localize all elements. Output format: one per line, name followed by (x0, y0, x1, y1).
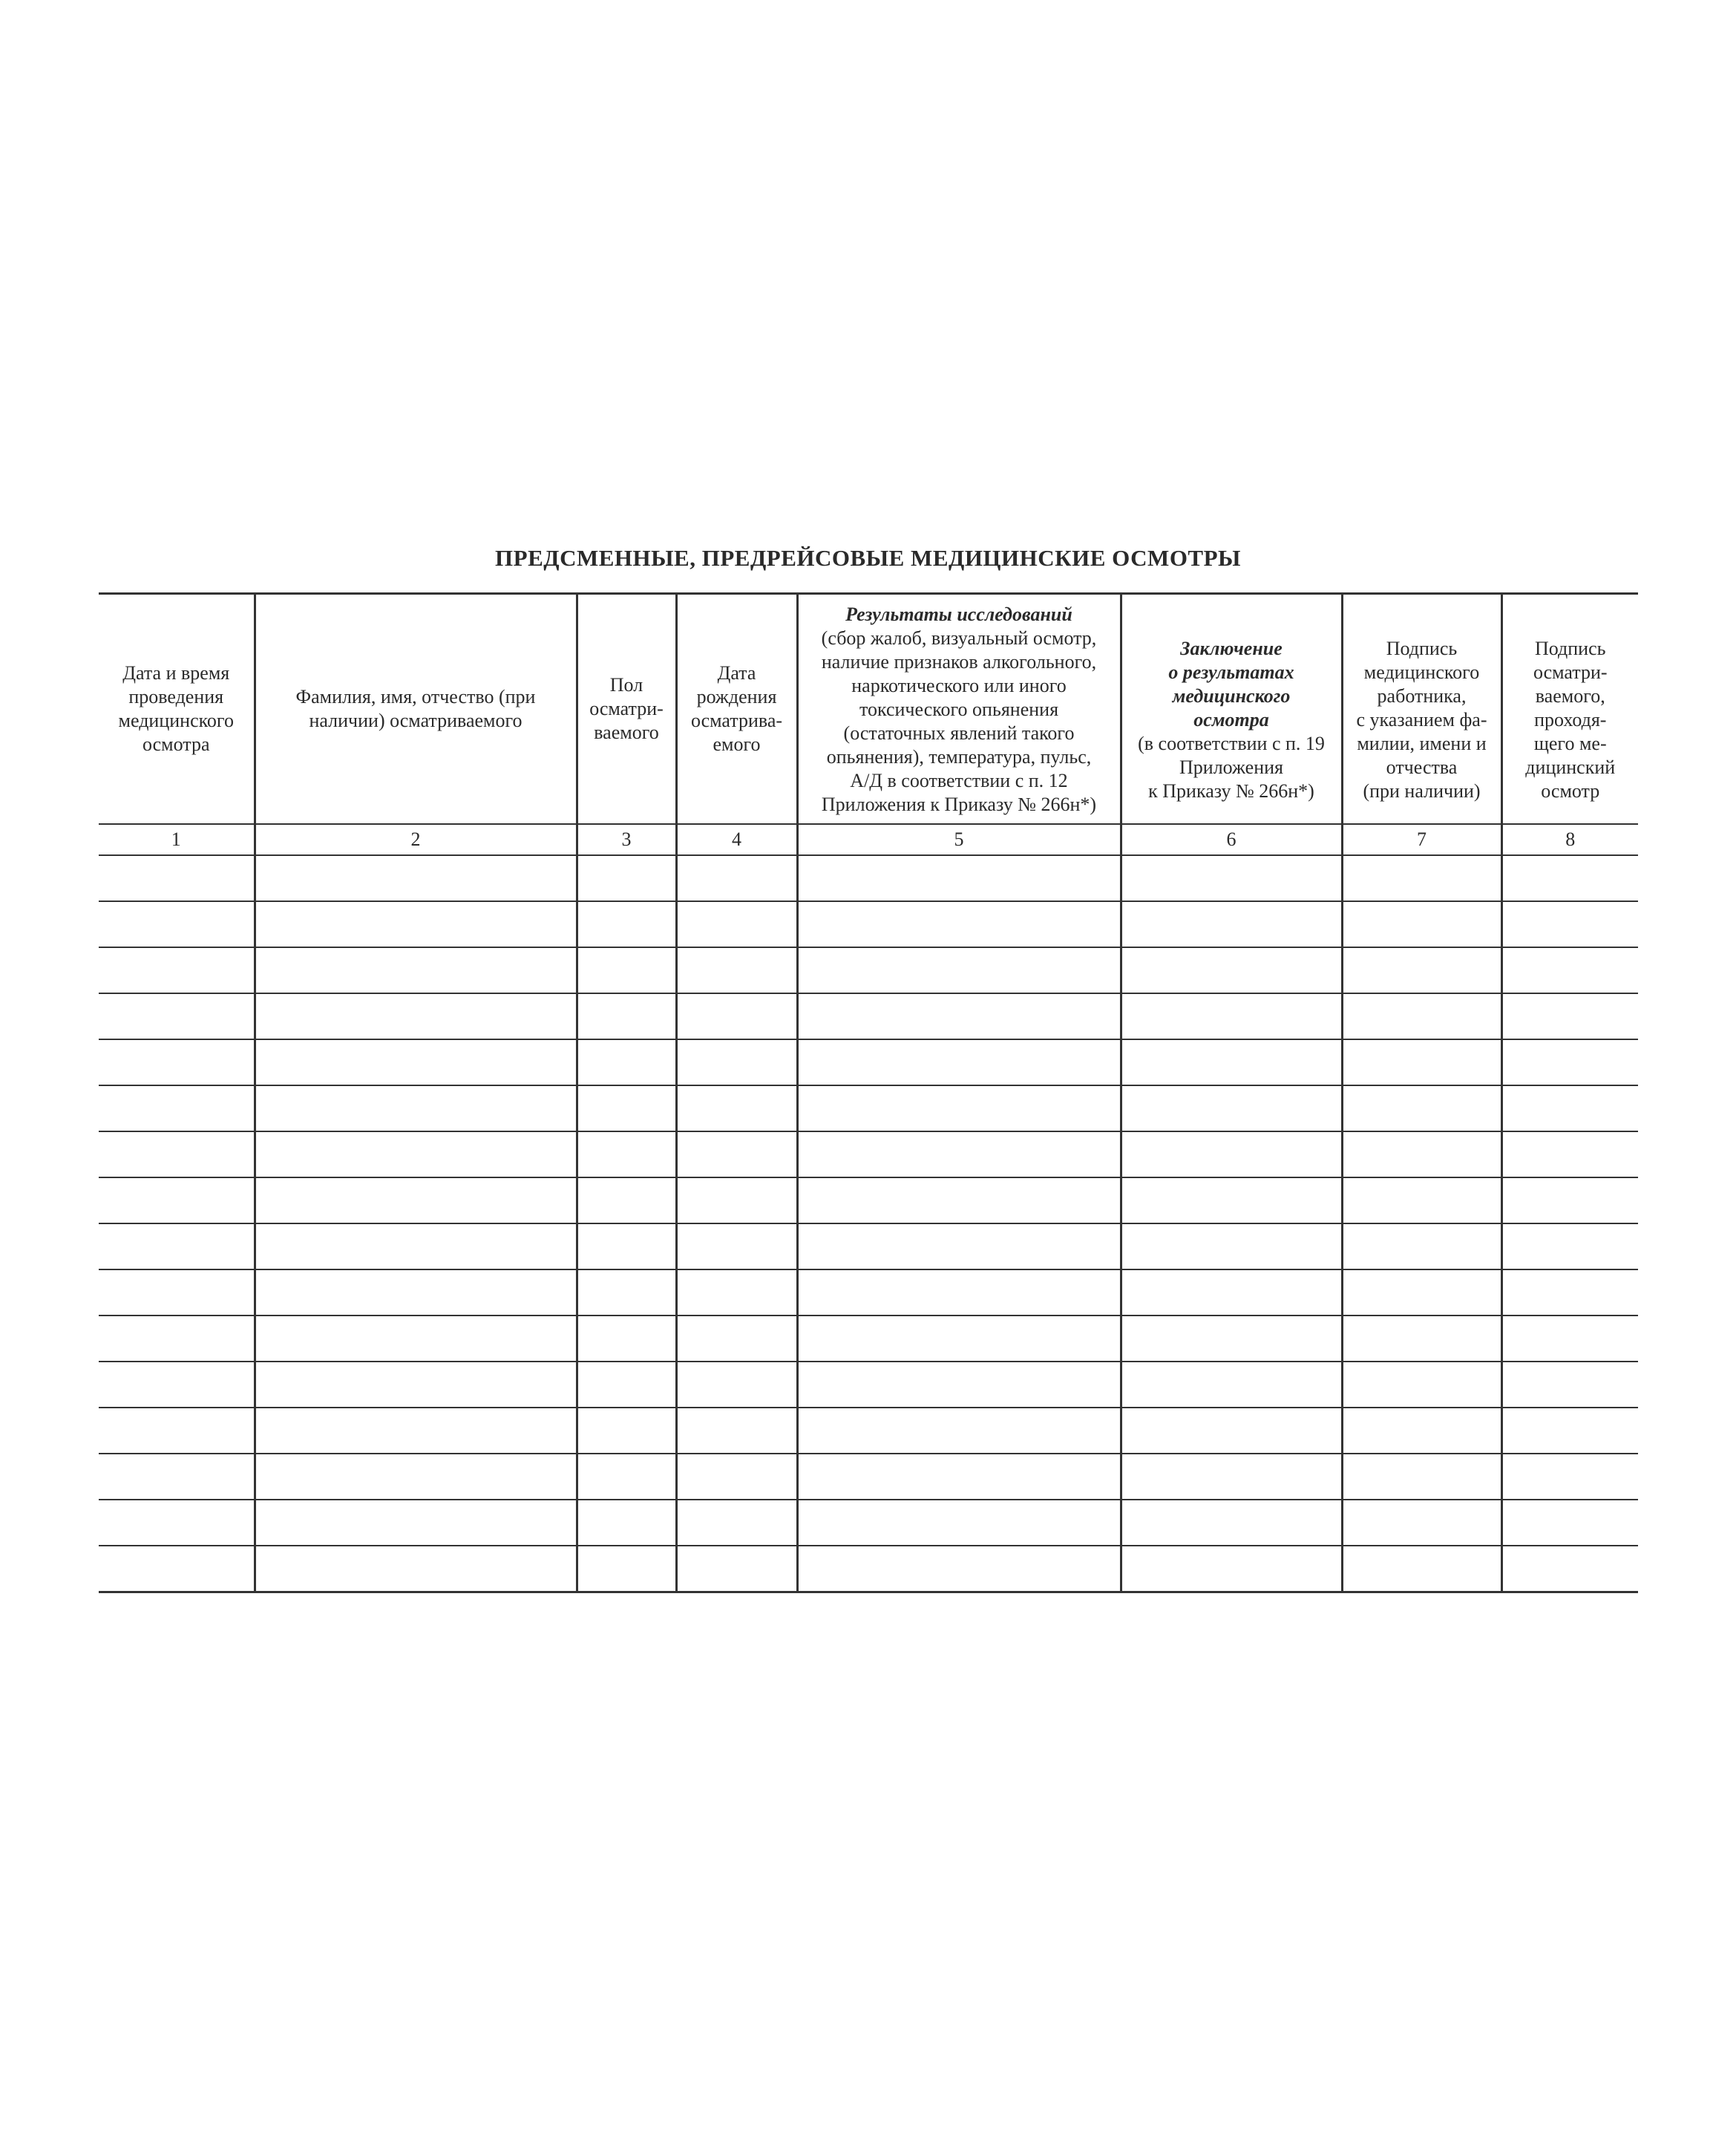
column-number-row (99, 824, 1638, 855)
table-cell[interactable] (577, 1131, 676, 1177)
table-cell[interactable] (676, 1316, 797, 1362)
table-row (99, 1408, 1638, 1454)
table-cell[interactable] (577, 1085, 676, 1131)
column-number: 4 (676, 824, 797, 855)
table-cell[interactable] (1342, 947, 1501, 993)
table-cell[interactable] (797, 1039, 1121, 1085)
table-cell[interactable] (255, 947, 577, 993)
table-cell[interactable] (797, 1223, 1121, 1269)
table-cell[interactable] (797, 901, 1121, 947)
table-cell[interactable] (255, 1546, 577, 1592)
table-cell[interactable] (797, 947, 1121, 993)
table-cell[interactable] (255, 1039, 577, 1085)
table-cell[interactable] (1342, 855, 1501, 901)
table-cell[interactable] (676, 1546, 797, 1592)
table-cell[interactable] (1342, 1039, 1501, 1085)
medical-exam-journal-table (99, 592, 1638, 1593)
table-cell[interactable] (99, 1223, 255, 1269)
table-cell[interactable] (676, 1362, 797, 1408)
table-cell[interactable] (577, 1316, 676, 1362)
table-cell[interactable] (676, 1131, 797, 1177)
header-line: наличии) осматриваемого (309, 710, 523, 731)
form-title: ПРЕДСМЕННЫЕ, ПРЕДРЕЙСОВЫЕ МЕДИЦИНСКИЕ ОСМОТРЫ (495, 545, 1241, 571)
header-conclusion (1121, 594, 1342, 825)
header-line: емого (713, 733, 761, 755)
header-emphasis-line: о результатах (1168, 661, 1294, 683)
table-cell[interactable] (1501, 1362, 1638, 1408)
table-cell[interactable] (1121, 1269, 1342, 1316)
table-cell[interactable] (1501, 901, 1638, 947)
table-cell[interactable] (1121, 1362, 1342, 1408)
table-row (99, 901, 1638, 947)
table-cell[interactable] (1121, 1316, 1342, 1362)
header-exam-results (797, 594, 1121, 825)
header-line: медицинского (118, 710, 234, 731)
header-line: Подпись (1535, 638, 1606, 659)
table-cell[interactable] (676, 1039, 797, 1085)
header-line: токсического опьянения (859, 699, 1059, 720)
header-line: опьянения), температура, пульс, (826, 746, 1092, 768)
header-emphasis-line: медицинского (1172, 685, 1291, 707)
table-cell[interactable] (255, 1362, 577, 1408)
header-line: проходя- (1534, 709, 1607, 731)
table-cell[interactable] (577, 947, 676, 993)
header-line: А/Д в соответствии с п. 12 (850, 770, 1068, 791)
header-medic-signature (1342, 594, 1501, 825)
table-cell[interactable] (1501, 1131, 1638, 1177)
table-cell[interactable] (797, 1546, 1121, 1592)
table-cell[interactable] (676, 947, 797, 993)
table-cell[interactable] (99, 855, 255, 901)
table-body (99, 855, 1638, 1592)
table-cell[interactable] (1121, 1546, 1342, 1592)
table-cell[interactable] (676, 1085, 797, 1131)
table-cell[interactable] (1121, 1177, 1342, 1223)
header-line: рождения (696, 686, 777, 707)
header-line: с указанием фа- (1356, 709, 1487, 731)
table-cell[interactable] (1121, 1131, 1342, 1177)
header-line: Дата (717, 662, 756, 684)
header-line: милии, имени и (1357, 733, 1487, 754)
table-cell[interactable] (797, 1454, 1121, 1500)
table-cell[interactable] (255, 1131, 577, 1177)
table-cell[interactable] (99, 1039, 255, 1085)
table-cell[interactable] (797, 1131, 1121, 1177)
table-cell[interactable] (577, 1500, 676, 1546)
table-cell[interactable] (1121, 1039, 1342, 1085)
table-row (99, 855, 1638, 901)
table-cell[interactable] (676, 1454, 797, 1500)
table-cell[interactable] (1501, 1039, 1638, 1085)
header-line: ваемого (594, 722, 659, 743)
table-cell[interactable] (1342, 1269, 1501, 1316)
table-cell[interactable] (1121, 1085, 1342, 1131)
header-line: Дата и время (122, 662, 230, 684)
table-row (99, 1316, 1638, 1362)
table-cell[interactable] (676, 1269, 797, 1316)
table-cell[interactable] (1121, 1500, 1342, 1546)
table-cell[interactable] (255, 1454, 577, 1500)
table-cell[interactable] (797, 993, 1121, 1039)
table-row (99, 947, 1638, 993)
table-cell[interactable] (1121, 1408, 1342, 1454)
table-cell[interactable] (1342, 1362, 1501, 1408)
table-cell[interactable] (676, 1500, 797, 1546)
column-number: 6 (1121, 824, 1342, 855)
table-cell[interactable] (1342, 1546, 1501, 1592)
column-number: 1 (99, 824, 255, 855)
table-cell[interactable] (577, 1269, 676, 1316)
table-cell[interactable] (1121, 1223, 1342, 1269)
table-cell[interactable] (1501, 993, 1638, 1039)
header-line: осматри- (1533, 661, 1608, 683)
table-row (99, 1039, 1638, 1085)
table-cell[interactable] (797, 1316, 1121, 1362)
header-line: (сбор жалоб, визуальный осмотр, (821, 627, 1097, 649)
table-cell[interactable] (1501, 855, 1638, 901)
header-line: осмотра (142, 733, 210, 755)
table-cell[interactable] (255, 1408, 577, 1454)
header-line: щего ме- (1533, 733, 1607, 754)
column-number: 8 (1501, 824, 1638, 855)
table-cell[interactable] (1501, 947, 1638, 993)
table-cell[interactable] (577, 1362, 676, 1408)
table-cell[interactable] (99, 1269, 255, 1316)
table-row (99, 1500, 1638, 1546)
header-line: проведения (128, 686, 224, 707)
table-row (99, 1454, 1638, 1500)
header-line: осмотр (1541, 780, 1600, 802)
table-row (99, 1269, 1638, 1316)
table-row (99, 1362, 1638, 1408)
header-line: работника, (1377, 685, 1467, 707)
table-cell[interactable] (99, 1408, 255, 1454)
header-emphasis-line: осмотра (1193, 709, 1269, 731)
table-cell[interactable] (577, 1408, 676, 1454)
header-emphasis-line: Заключение (1180, 638, 1283, 659)
table-cell[interactable] (255, 1269, 577, 1316)
table-cell[interactable] (577, 901, 676, 947)
table-cell[interactable] (676, 1408, 797, 1454)
table-cell[interactable] (676, 1223, 797, 1269)
table-cell[interactable] (1342, 1131, 1501, 1177)
table-cell[interactable] (797, 1085, 1121, 1131)
header-row (99, 594, 1638, 825)
table-cell[interactable] (255, 1223, 577, 1269)
header-line: медицинского (1363, 661, 1480, 683)
table-cell[interactable] (797, 1362, 1121, 1408)
table-cell[interactable] (99, 947, 255, 993)
table-cell[interactable] (577, 1454, 676, 1500)
header-full-name (255, 594, 577, 825)
header-line: осматри- (589, 698, 664, 719)
column-number: 3 (577, 824, 676, 855)
table-cell[interactable] (1342, 1316, 1501, 1362)
table-cell[interactable] (1342, 1223, 1501, 1269)
table-cell[interactable] (99, 1316, 255, 1362)
table-cell[interactable] (1342, 1454, 1501, 1500)
header-line: наличие признаков алкогольного, (821, 651, 1097, 673)
table-cell[interactable] (99, 1362, 255, 1408)
table-row (99, 1085, 1638, 1131)
table-cell[interactable] (1342, 1500, 1501, 1546)
table-cell[interactable] (1342, 1177, 1501, 1223)
header-line: наркотического или иного (851, 675, 1067, 696)
header-line: Подпись (1386, 638, 1458, 659)
table-cell[interactable] (99, 1131, 255, 1177)
header-line: (в соответствии с п. 19 (1138, 733, 1325, 754)
table-cell[interactable] (99, 1454, 255, 1500)
header-line: Пол (609, 674, 643, 696)
header-line: (при наличии) (1363, 780, 1481, 802)
table-cell[interactable] (797, 1500, 1121, 1546)
table-cell[interactable] (1121, 855, 1342, 901)
table-cell[interactable] (1501, 1546, 1638, 1592)
header-sex (577, 594, 676, 825)
table-cell[interactable] (255, 901, 577, 947)
table-cell[interactable] (1342, 1408, 1501, 1454)
header-line: осматрива- (690, 710, 783, 731)
table-cell[interactable] (255, 993, 577, 1039)
table-cell[interactable] (1501, 1454, 1638, 1500)
table-cell[interactable] (1121, 947, 1342, 993)
table-row (99, 1546, 1638, 1592)
header-line: Приложения к Приказу № 266н*) (821, 794, 1097, 815)
table-cell[interactable] (99, 993, 255, 1039)
table-cell[interactable] (577, 1039, 676, 1085)
table-cell[interactable] (797, 1408, 1121, 1454)
table-cell[interactable] (99, 901, 255, 947)
header-birth-date (676, 594, 797, 825)
header-line: к Приказу № 266н*) (1148, 780, 1314, 802)
table-row (99, 993, 1638, 1039)
table-cell[interactable] (797, 1177, 1121, 1223)
table-cell[interactable] (99, 1500, 255, 1546)
table-cell[interactable] (797, 855, 1121, 901)
table-cell[interactable] (1501, 1408, 1638, 1454)
table-cell[interactable] (255, 1500, 577, 1546)
header-line: Фамилия, имя, отчество (при (295, 686, 536, 707)
table-cell[interactable] (797, 1269, 1121, 1316)
table-cell[interactable] (676, 993, 797, 1039)
table-cell[interactable] (1342, 993, 1501, 1039)
table-cell[interactable] (1501, 1269, 1638, 1316)
header-line: Приложения (1179, 756, 1283, 778)
table-cell[interactable] (1501, 1085, 1638, 1131)
table-cell[interactable] (255, 1085, 577, 1131)
table-cell[interactable] (255, 1177, 577, 1223)
table-cell[interactable] (577, 993, 676, 1039)
table-row (99, 1177, 1638, 1223)
table-row (99, 1223, 1638, 1269)
table-cell[interactable] (1501, 1177, 1638, 1223)
table-cell[interactable] (1501, 1316, 1638, 1362)
table-cell[interactable] (99, 1085, 255, 1131)
table-cell[interactable] (577, 1177, 676, 1223)
header-line: отчества (1386, 756, 1458, 778)
table-cell[interactable] (1121, 993, 1342, 1039)
table-cell[interactable] (1342, 1085, 1501, 1131)
table-cell[interactable] (577, 1223, 676, 1269)
column-number: 2 (255, 824, 577, 855)
table-cell[interactable] (676, 1177, 797, 1223)
table-cell[interactable] (99, 1546, 255, 1592)
table-cell[interactable] (676, 901, 797, 947)
table-cell[interactable] (99, 1177, 255, 1223)
table-cell[interactable] (255, 855, 577, 901)
table-cell[interactable] (1121, 1454, 1342, 1500)
header-line: ваемого, (1535, 685, 1605, 707)
table-cell[interactable] (1501, 1223, 1638, 1269)
table-cell[interactable] (1342, 901, 1501, 947)
table-cell[interactable] (1501, 1500, 1638, 1546)
table-cell[interactable] (577, 1546, 676, 1592)
header-line: дицинский (1525, 756, 1616, 778)
column-number: 5 (797, 824, 1121, 855)
table-cell[interactable] (676, 855, 797, 901)
table-row (99, 1131, 1638, 1177)
table-cell[interactable] (577, 855, 676, 901)
header-line: (остаточных явлений такого (843, 722, 1075, 744)
header-examinee-signature (1501, 594, 1638, 825)
column-number: 7 (1342, 824, 1501, 855)
table-cell[interactable] (255, 1316, 577, 1362)
header-emphasis-text: Результаты исследований (845, 604, 1072, 625)
table-cell[interactable] (1121, 901, 1342, 947)
header-date-time (99, 594, 255, 825)
